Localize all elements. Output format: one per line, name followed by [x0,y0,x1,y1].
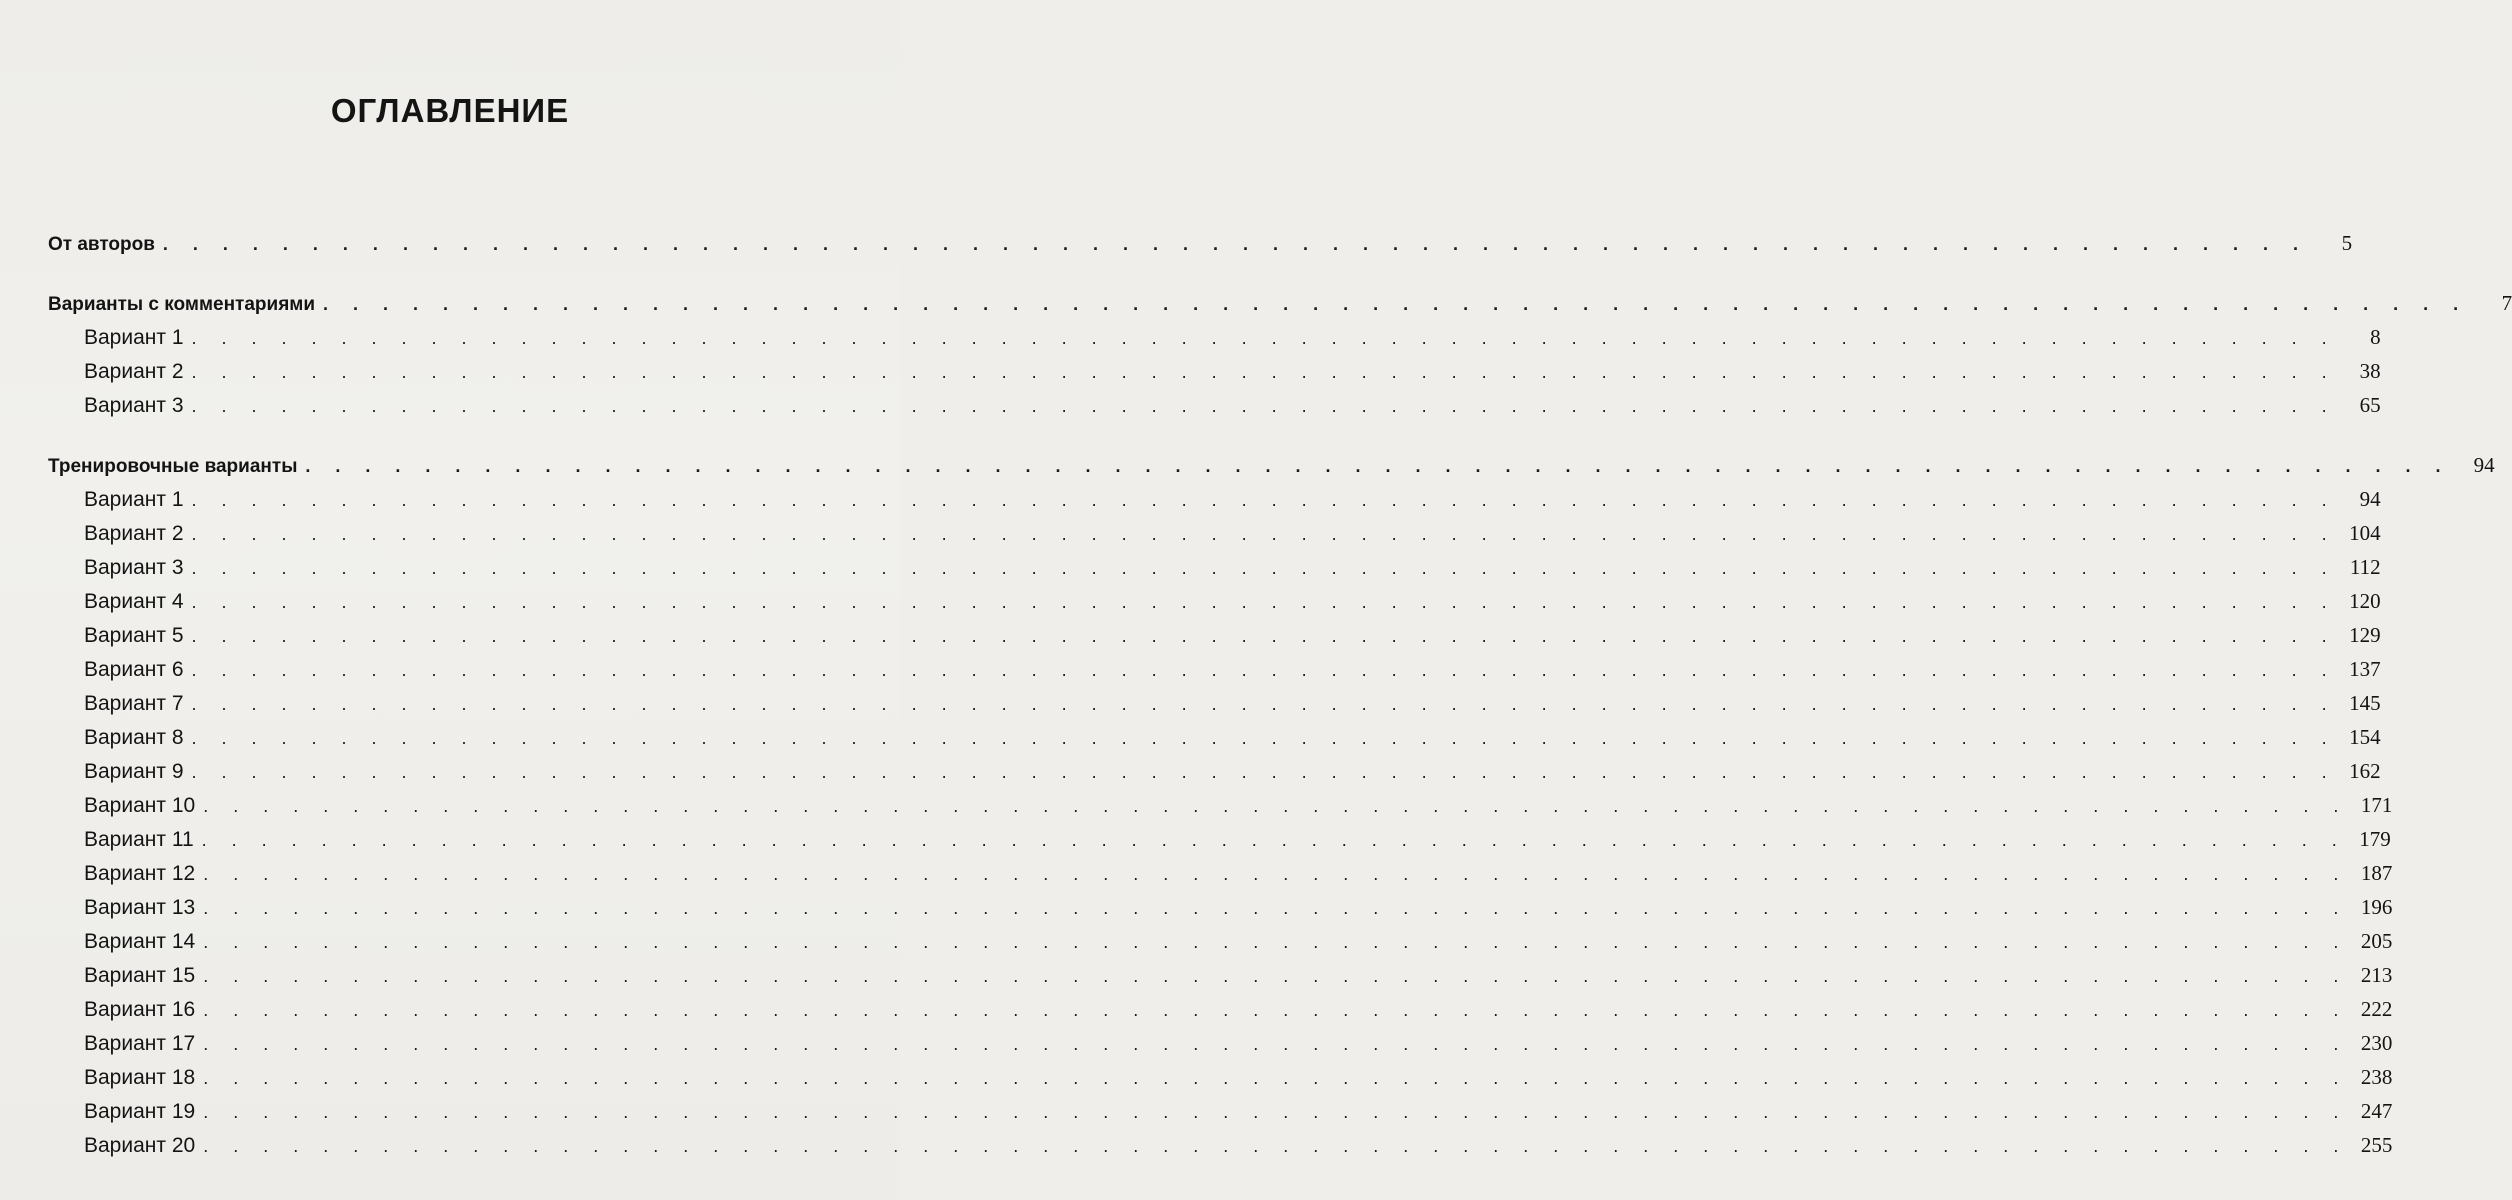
dot-leader: . . . . . . . . . . . . . . . . . . . . . . . . . . . . . . . . . . . . . . . . . . . . . . . . . . . . . . . . . . . . . . . . . . . . . . . . [191,396,2337,416]
dot-leader: . . . . . . . . . . . . . . . . . . . . . . . . . . . . . . . . . . . . . . . . . . . . . . . . . . . . . . . . . . . . . . . . . . . . . . . . [201,830,2347,850]
toc-page-number: 137 [2349,657,2381,681]
toc-entry[interactable] [48,1128,2393,1162]
toc-spacer [48,422,806,448]
toc-entry[interactable] [48,720,2381,754]
dot-leader: . . . . . . . . . . . . . . . . . . . . . . . . . . . . . . . . . . . . . . . . . . . . . . . . . . . . . . . . . . . . . . . . . . . . . . . . [191,362,2337,382]
toc-entry-label: Вариант 5 [84,624,184,647]
toc-entry-label: Вариант 12 [84,862,196,885]
toc-entry-label: От авторов [48,234,155,255]
toc-entry[interactable] [48,320,2381,354]
dot-leader: . . . . . . . . . . . . . . . . . . . . . . . . . . . . . . . . . . . . . . . . . . . . . . . . . . . . . . . . . . . . . . . . . . . . . . . . [203,796,2349,816]
toc-section-entry[interactable] [48,226,2353,260]
toc-entry[interactable] [48,992,2393,1026]
toc-entry-label: Вариант 3 [84,394,184,417]
toc-entry-label: Вариант 15 [84,964,196,987]
toc-entry[interactable] [48,754,2381,788]
toc-page-number: 145 [2349,691,2381,715]
toc-entry-label: Вариант 6 [84,658,184,681]
toc-entry[interactable] [48,788,2393,822]
toc-entry-label: Вариант 10 [84,794,196,817]
toc-entry-label: Вариант 8 [84,726,184,749]
toc-entry[interactable] [48,890,2393,924]
toc-page-number: 179 [2359,827,2391,851]
toc-entry-label: Вариант 7 [84,692,184,715]
toc-entry-label: Вариант 9 [84,760,184,783]
dot-leader: . . . . . . . . . . . . . . . . . . . . . . . . . . . . . . . . . . . . . . . . . . . . . . . . . . . . . . . . . . . . . . . . . . . . . . . . [305,456,2451,476]
toc-entry-label: Вариант 2 [84,360,184,383]
toc-page-number: 94 [2359,487,2381,511]
toc-page-number: 213 [2360,963,2393,987]
toc-entry[interactable] [48,618,2381,652]
toc-page-number: 129 [2349,623,2381,647]
toc-spacer [48,260,806,286]
toc-entry-label: Вариант 19 [84,1100,196,1123]
toc-entry-label: Вариант 1 [84,488,184,511]
dot-leader: . . . . . . . . . . . . . . . . . . . . . . . . . . . . . . . . . . . . . . . . . . . . . . . . . . . . . . . . . . . . . . . . . . . . . . . . [203,864,2349,884]
toc-section-entry[interactable] [48,448,2495,482]
toc-entry-label: Вариант 2 [84,522,184,545]
toc-entry-label: Вариант 16 [84,998,196,1021]
dot-leader: . . . . . . . . . . . . . . . . . . . . . . . . . . . . . . . . . . . . . . . . . . . . . . . . . . . . . . . . . . . . . . . . . . . . . . . . [203,1068,2349,1088]
dot-leader: . . . . . . . . . . . . . . . . . . . . . . . . . . . . . . . . . . . . . . . . . . . . . . . . . . . . . . . . . . . . . . . . . . . . . . . . [191,626,2337,646]
toc-entry[interactable] [48,354,2381,388]
dot-leader: . . . . . . . . . . . . . . . . . . . . . . . . . . . . . . . . . . . . . . . . . . . . . . . . . . . . . . . . . . . . . . . . . . . . . . . . [162,234,2309,254]
toc-entry-label: Вариант 11 [84,828,194,851]
toc-page-number: 65 [2359,393,2381,417]
toc-entry-label: Вариант 17 [84,1032,196,1055]
page-title: ОГЛАВЛЕНИЕ [330,92,570,129]
dot-leader: . . . . . . . . . . . . . . . . . . . . . . . . . . . . . . . . . . . . . . . . . . . . . . . . . . . . . . . . . . . . . . . . . . . . . . . . [191,728,2337,748]
toc-entry-label: Вариант 3 [84,556,184,579]
table-of-contents [48,226,2512,1162]
toc-entry[interactable] [48,516,2381,550]
dot-leader: . . . . . . . . . . . . . . . . . . . . . . . . . . . . . . . . . . . . . . . . . . . . . . . . . . . . . . . . . . . . . . . . . . . . . . . . [203,1102,2349,1122]
toc-page-number: 94 [2473,453,2495,477]
dot-leader: . . . . . . . . . . . . . . . . . . . . . . . . . . . . . . . . . . . . . . . . . . . . . . . . . . . . . . . . . . . . . . . . . . . . . . . . [203,1136,2349,1156]
toc-page-number: 230 [2360,1031,2393,1055]
toc-page-number: 154 [2349,725,2381,749]
dot-leader: . . . . . . . . . . . . . . . . . . . . . . . . . . . . . . . . . . . . . . . . . . . . . . . . . . . . . . . . . . . . . . . . . . . . . . . . [191,592,2337,612]
toc-page-number: 112 [2349,555,2381,579]
toc-entry[interactable] [48,482,2381,516]
toc-entry-label: Вариант 20 [84,1134,196,1157]
dot-leader: . . . . . . . . . . . . . . . . . . . . . . . . . . . . . . . . . . . . . . . . . . . . . . . . . . . . . . . . . . . . . . . . . . . . . . . . [191,490,2337,510]
toc-page-number: 255 [2360,1133,2393,1157]
dot-leader: . . . . . . . . . . . . . . . . . . . . . . . . . . . . . . . . . . . . . . . . . . . . . . . . . . . . . . . . . . . . . . . . . . . . . . . . [191,328,2337,348]
dot-leader: . . . . . . . . . . . . . . . . . . . . . . . . . . . . . . . . . . . . . . . . . . . . . . . . . . . . . . . . . . . . . . . . . . . . . . . . [203,898,2349,918]
toc-entry[interactable] [48,584,2381,618]
toc-page-number: 8 [2370,325,2381,349]
toc-entry-label: Вариант 1 [84,326,184,349]
dot-leader: . . . . . . . . . . . . . . . . . . . . . . . . . . . . . . . . . . . . . . . . . . . . . . . . . . . . . . . . . . . . . . . . . . . . . . . . [191,694,2337,714]
toc-page-number: 247 [2360,1099,2393,1123]
dot-leader: . . . . . . . . . . . . . . . . . . . . . . . . . . . . . . . . . . . . . . . . . . . . . . . . . . . . . . . . . . . . . . . . . . . . . . . . [191,762,2337,782]
toc-entry-label: Вариант 13 [84,896,196,919]
toc-entry-label: Тренировочные варианты [48,456,298,477]
toc-page-number: 238 [2360,1065,2393,1089]
toc-entry[interactable] [48,388,2381,422]
toc-page-number: 171 [2360,793,2393,817]
toc-page-number: 38 [2359,359,2381,383]
toc-section-entry[interactable] [48,286,2512,320]
toc-entry[interactable] [48,958,2393,992]
toc-entry[interactable] [48,856,2393,890]
toc-page-number: 104 [2349,521,2381,545]
dot-leader: . . . . . . . . . . . . . . . . . . . . . . . . . . . . . . . . . . . . . . . . . . . . . . . . . . . . . . . . . . . . . . . . . . . . . . . . [191,660,2337,680]
toc-entry[interactable] [48,822,2391,856]
toc-entry[interactable] [48,924,2393,958]
dot-leader: . . . . . . . . . . . . . . . . . . . . . . . . . . . . . . . . . . . . . . . . . . . . . . . . . . . . . . . . . . . . . . . . . . . . . . . . [203,932,2349,952]
toc-page-number: 205 [2360,929,2393,953]
toc-entry-label: Вариант 18 [84,1066,196,1089]
toc-entry-label: Вариант 14 [84,930,196,953]
toc-page-number: 120 [2349,589,2381,613]
toc-entry[interactable] [48,652,2381,686]
toc-page-number: 5 [2341,231,2353,255]
toc-page-number: 162 [2349,759,2381,783]
toc-entry[interactable] [48,1060,2393,1094]
toc-entry[interactable] [48,686,2381,720]
dot-leader: . . . . . . . . . . . . . . . . . . . . . . . . . . . . . . . . . . . . . . . . . . . . . . . . . . . . . . . . . . . . . . . . . . . . . . . . [203,1000,2349,1020]
dot-leader: . . . . . . . . . . . . . . . . . . . . . . . . . . . . . . . . . . . . . . . . . . . . . . . . . . . . . . . . . . . . . . . . . . . . . . . . [191,524,2337,544]
toc-entry-label: Варианты с комментариями [48,294,316,315]
toc-entry[interactable] [48,1094,2393,1128]
toc-entry-label: Вариант 4 [84,590,184,613]
toc-page-number: 187 [2360,861,2393,885]
dot-leader: . . . . . . . . . . . . . . . . . . . . . . . . . . . . . . . . . . . . . . . . . . . . . . . . . . . . . . . . . . . . . . . . . . . . . . . . [203,1034,2349,1054]
toc-entry[interactable] [48,1026,2393,1060]
dot-leader: . . . . . . . . . . . . . . . . . . . . . . . . . . . . . . . . . . . . . . . . . . . . . . . . . . . . . . . . . . . . . . . . . . . . . . . . [191,558,2337,578]
toc-page-number: 196 [2360,895,2393,919]
toc-page-number: 222 [2360,997,2393,1021]
toc-page-number: 7 [2501,291,2512,315]
toc-entry[interactable] [48,550,2381,584]
dot-leader: . . . . . . . . . . . . . . . . . . . . . . . . . . . . . . . . . . . . . . . . . . . . . . . . . . . . . . . . . . . . . . . . . . . . . . . . [203,966,2349,986]
dot-leader: . . . . . . . . . . . . . . . . . . . . . . . . . . . . . . . . . . . . . . . . . . . . . . . . . . . . . . . . . . . . . . . . . . . . . . . . [323,294,2469,314]
